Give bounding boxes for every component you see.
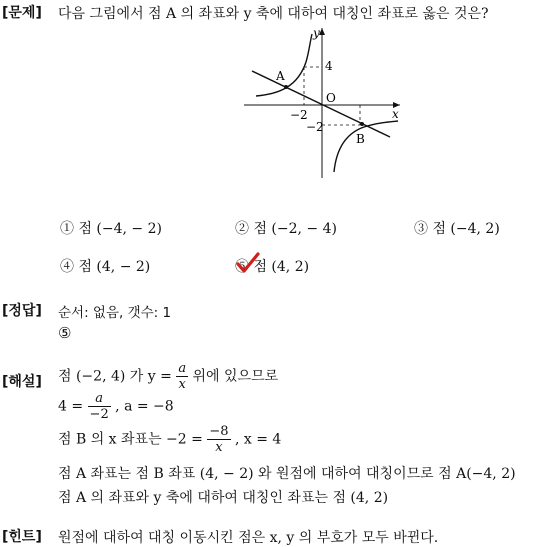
tick-label-neg2-x: −2: [290, 108, 308, 122]
y-axis-arrow: [319, 28, 325, 35]
hyperbola-right-branch: [334, 121, 398, 172]
option-3-text: 점 (−4, 2): [432, 221, 500, 237]
explanation-line-2-b: , a = −8: [115, 398, 174, 415]
fraction-a-over-neg2: $\frac{a}{-2}$: [89, 391, 109, 422]
fraction-a-over-x: $\frac{a}{x}$: [178, 361, 187, 392]
point-b-label: B: [356, 132, 365, 146]
hint-tag: [힌트]: [2, 529, 42, 545]
tick-label-neg2-y: −2: [306, 120, 324, 134]
x-axis-label: x: [392, 107, 399, 121]
coordinate-graph: [240, 24, 410, 184]
point-a-dot: [284, 85, 288, 89]
point-a-label: A: [276, 69, 285, 83]
option-1-text: 점 (−4, − 2): [78, 221, 162, 237]
explanation-line-3-a: 점 B 의 x 좌표는 −2 =: [58, 431, 203, 448]
origin-label: O: [326, 91, 336, 105]
option-5-number: ⑤: [235, 259, 249, 275]
y-axis-label: y: [313, 26, 320, 40]
option-1[interactable]: [60, 218, 162, 238]
option-4[interactable]: [60, 256, 150, 276]
explanation-tag: [해설]: [2, 374, 42, 390]
hint-text: 원점에 대하여 대칭 이동시킨 점은 x, y 의 부호가 모두 바뀐다.: [58, 530, 439, 546]
answer-line-1: 순서: 없음, 갯수: 1: [58, 305, 172, 321]
option-2-text: 점 (−2, − 4): [253, 221, 337, 237]
option-5-text: 점 (4, 2): [253, 259, 310, 275]
problem-tag: [문제]: [2, 5, 42, 21]
explanation-line-2-a: 4 =: [58, 398, 84, 415]
explanation-line-3-b: , x = 4: [234, 431, 282, 448]
option-2-number: ②: [235, 221, 249, 237]
fraction-neg8-over-x: $\frac{-8}{x}$: [209, 424, 229, 455]
problem-text: 다음 그림에서 점 A 의 좌표와 y 축에 대하여 대칭인 좌표로 옳은 것은?: [58, 6, 489, 22]
point-b-dot: [360, 122, 364, 126]
explanation-line-1-a: 점 (−2, 4) 가 y =: [58, 368, 172, 385]
explanation-line-4: 점 A 좌표는 점 B 좌표 (4, − 2) 와 원점에 대하여 대칭이므로 점 A(−4, 2): [58, 466, 516, 482]
answer-line-2: ⑤: [58, 324, 72, 342]
answer-tag: [정답]: [2, 303, 42, 319]
option-4-text: 점 (4, − 2): [78, 259, 151, 275]
tick-label-4: 4: [325, 59, 333, 73]
option-1-number: ①: [60, 221, 74, 237]
option-3[interactable]: [414, 218, 500, 238]
explanation-line-3: [58, 424, 281, 455]
explanation-line-1-b: 위에 있으므로: [192, 368, 279, 385]
option-2[interactable]: [235, 218, 337, 238]
explanation-line-5: 점 A 의 좌표와 y 축에 대하여 대칭인 좌표는 점 (4, 2): [58, 490, 389, 506]
option-3-number: ③: [414, 221, 428, 237]
explanation-line-2: [58, 391, 174, 422]
explanation-line-1: [58, 361, 278, 392]
correct-check-icon: [236, 252, 260, 274]
option-4-number: ④: [60, 259, 74, 275]
